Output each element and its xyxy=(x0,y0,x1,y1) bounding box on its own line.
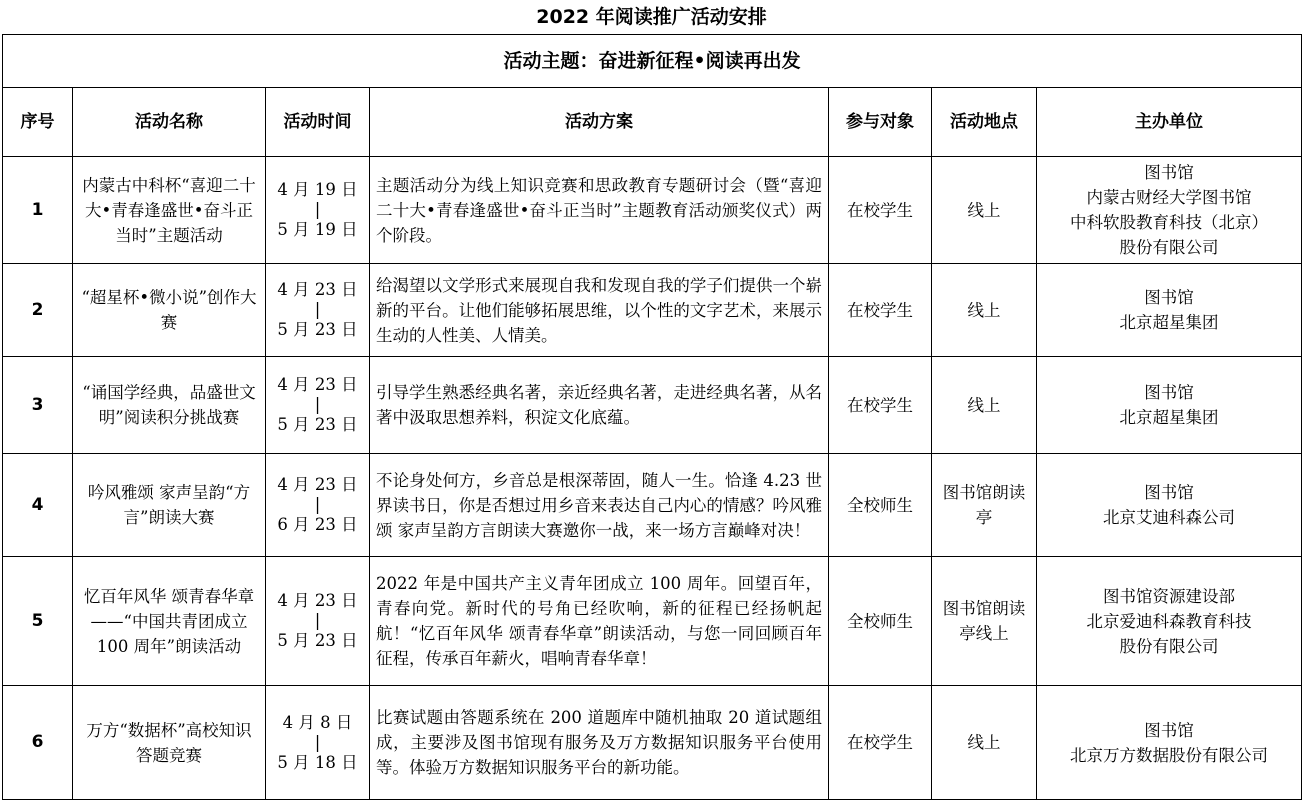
time-start: 4 月 23 日 xyxy=(277,280,358,299)
theme-row xyxy=(3,35,1302,88)
header-name: 活动名称 xyxy=(73,88,266,157)
organizer-line: 内蒙古财经大学图书馆 xyxy=(1086,188,1252,207)
time-end: 5 月 23 日 xyxy=(277,415,358,434)
organizer-line: 北京超星集团 xyxy=(1119,408,1219,427)
activity-location: 线上 xyxy=(932,357,1037,454)
activity-time xyxy=(266,264,370,357)
activity-location: 图书馆朗读亭 xyxy=(932,454,1037,557)
time-sep: | xyxy=(314,611,321,630)
time-sep: | xyxy=(314,495,321,514)
activity-location: 线上 xyxy=(932,686,1037,800)
activity-organizer xyxy=(1037,454,1302,557)
activity-name: “超星杯•微小说”创作大赛 xyxy=(73,264,266,357)
table-row xyxy=(3,686,1302,800)
table-row xyxy=(3,357,1302,454)
activity-audience: 在校学生 xyxy=(829,157,932,264)
row-index: 6 xyxy=(3,686,73,800)
activity-name: 吟风雅颂 家声呈韵“方言”朗读大赛 xyxy=(73,454,266,557)
time-start: 4 月 23 日 xyxy=(277,591,358,610)
activity-theme: 活动主题：奋进新征程•阅读再出发 xyxy=(3,35,1302,88)
organizer-line: 股份有限公司 xyxy=(1119,636,1219,656)
activity-location: 图书馆朗读亭线上 xyxy=(932,557,1037,686)
table-row xyxy=(3,557,1302,686)
organizer-line: 中科软股教育科技（北京） xyxy=(1070,213,1269,232)
activity-organizer xyxy=(1037,557,1302,686)
activity-plan: 比赛试题由答题系统在 200 道题库中随机抽取 20 道试题组成，主要涉及图书馆现有服务及万方数据知识服务平台使用等。体验万方数据知识服务平台的新功能。 xyxy=(370,686,829,800)
activity-name: 忆百年风华 颂青春华章——“中国共青团成立 100 周年”朗读活动 xyxy=(73,557,266,686)
time-start: 4 月 19 日 xyxy=(277,180,358,199)
activity-plan: 2022 年是中国共产主义青年团成立 100 周年。回望百年，青春向党。新时代的号角已经吹响，新的征程已经扬帆起航！“忆百年风华 颂青春华章”朗读活动，与您一同回顾百年征程，传承百年薪火，唱响青春华章！ xyxy=(370,557,829,686)
organizer-line: 图书馆 xyxy=(1144,288,1194,307)
table-header-row xyxy=(3,88,1302,157)
activity-time xyxy=(266,357,370,454)
organizer-line: 北京爱迪科森教育科技 xyxy=(1086,611,1252,631)
activity-audience: 在校学生 xyxy=(829,686,932,800)
activity-plan: 不论身处何方，乡音总是根深蒂固，随人一生。恰逢 4.23 世界读书日，你是否想过用乡音来表达自己内心的情感？吟风雅颂 家声呈韵方言朗读大赛邀你一战，来一场方言巅峰对决！ xyxy=(370,454,829,557)
time-sep: | xyxy=(314,300,321,319)
header-time: 活动时间 xyxy=(266,88,370,157)
time-end: 5 月 19 日 xyxy=(277,220,358,239)
organizer-line: 北京艾迪科森公司 xyxy=(1103,508,1236,527)
time-sep: | xyxy=(314,732,321,752)
activity-plan: 主题活动分为线上知识竞赛和思政教育专题研讨会（暨“喜迎二十大•青春逢盛世•奋斗正当时”主题教育活动颁奖仪式）两个阶段。 xyxy=(370,157,829,264)
time-sep: | xyxy=(314,200,321,219)
row-index: 5 xyxy=(3,557,73,686)
row-index: 1 xyxy=(3,157,73,264)
organizer-line: 图书馆 xyxy=(1144,483,1194,502)
table-row xyxy=(3,157,1302,264)
activity-organizer xyxy=(1037,357,1302,454)
organizer-line: 图书馆 xyxy=(1144,720,1194,740)
activity-audience: 在校学生 xyxy=(829,357,932,454)
time-start: 4 月 23 日 xyxy=(277,475,358,494)
activity-plan: 给渴望以文学形式来展现自我和发现自我的学子们提供一个崭新的平台。让他们能够拓展思维，以个性的文字艺术，来展示生动的人性美、人情美。 xyxy=(370,264,829,357)
header-audience: 参与对象 xyxy=(829,88,932,157)
row-index: 4 xyxy=(3,454,73,557)
row-index: 2 xyxy=(3,264,73,357)
organizer-line: 股份有限公司 xyxy=(1119,238,1219,257)
time-end: 5 月 18 日 xyxy=(277,752,358,772)
document-title: 2022 年阅读推广活动安排 xyxy=(536,6,767,28)
activity-organizer xyxy=(1037,157,1302,264)
activity-audience: 全校师生 xyxy=(829,454,932,557)
time-end: 5 月 23 日 xyxy=(277,631,358,650)
header-location: 活动地点 xyxy=(932,88,1037,157)
organizer-line: 图书馆 xyxy=(1144,383,1194,402)
time-start: 4 月 23 日 xyxy=(277,375,358,394)
organizer-line: 图书馆资源建设部 xyxy=(1103,586,1236,606)
activity-organizer xyxy=(1037,686,1302,800)
header-organizer: 主办单位 xyxy=(1037,88,1302,157)
time-sep: | xyxy=(314,395,321,414)
time-end: 5 月 23 日 xyxy=(277,320,358,339)
activity-name: 内蒙古中科杯“喜迎二十大•青春逢盛世•奋斗正当时”主题活动 xyxy=(73,157,266,264)
activity-time xyxy=(266,454,370,557)
organizer-line: 北京万方数据股份有限公司 xyxy=(1070,745,1269,765)
table-row xyxy=(3,264,1302,357)
header-plan: 活动方案 xyxy=(370,88,829,157)
activity-schedule-table xyxy=(2,34,1302,800)
activity-time xyxy=(266,157,370,264)
activity-audience: 全校师生 xyxy=(829,557,932,686)
organizer-line: 图书馆 xyxy=(1144,163,1194,182)
activity-organizer xyxy=(1037,264,1302,357)
activity-name: “诵国学经典，品盛世文明”阅读积分挑战赛 xyxy=(73,357,266,454)
activity-time xyxy=(266,557,370,686)
activity-plan: 引导学生熟悉经典名著，亲近经典名著，走进经典名著，从名著中汲取思想养料，积淀文化底蕴。 xyxy=(370,357,829,454)
table-row xyxy=(3,454,1302,557)
activity-time xyxy=(266,686,370,800)
activity-location: 线上 xyxy=(932,264,1037,357)
header-index: 序号 xyxy=(3,88,73,157)
activity-name: 万方“数据杯”高校知识答题竞赛 xyxy=(73,686,266,800)
time-start: 4 月 8 日 xyxy=(282,712,353,732)
activity-location: 线上 xyxy=(932,157,1037,264)
time-end: 6 月 23 日 xyxy=(277,515,358,534)
organizer-line: 北京超星集团 xyxy=(1119,313,1219,332)
row-index: 3 xyxy=(3,357,73,454)
activity-audience: 在校学生 xyxy=(829,264,932,357)
